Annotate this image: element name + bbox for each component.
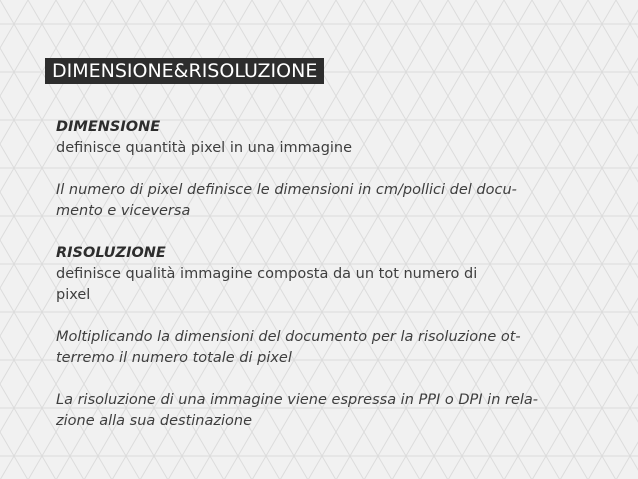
dimensione-definition: definisce quantità pixel in una immagine [56, 140, 353, 156]
slide-body [56, 117, 596, 432]
ppi-note-line-2: zione alla sua destinazione [56, 413, 252, 429]
risoluzione-heading: RISOLUZIONE [56, 245, 166, 261]
risoluzione-definition-line-1: definisce qualità immagine composta da un tot numero di [56, 266, 478, 282]
multiply-note-line-1: Moltiplicando la dimensioni del documento per la risoluzione ot- [56, 329, 521, 345]
spacer [56, 369, 596, 390]
spacer [56, 222, 596, 243]
multiply-note-line-2: terremo il numero totale di pixel [56, 350, 292, 366]
spacer [56, 306, 596, 327]
slide-title: DIMENSIONE&RISOLUZIONE [45, 58, 324, 84]
ppi-note-line-1: La risoluzione di una immagine viene espressa in PPI o DPI in rela- [56, 392, 539, 408]
spacer [56, 159, 596, 180]
dimensione-note-line-2: mento e viceversa [56, 203, 191, 219]
risoluzione-definition-line-2: pixel [56, 287, 91, 303]
dimensione-note-line-1: Il numero di pixel definisce le dimensioni in cm/pollici del docu- [56, 182, 517, 198]
dimensione-heading: DIMENSIONE [56, 119, 161, 135]
